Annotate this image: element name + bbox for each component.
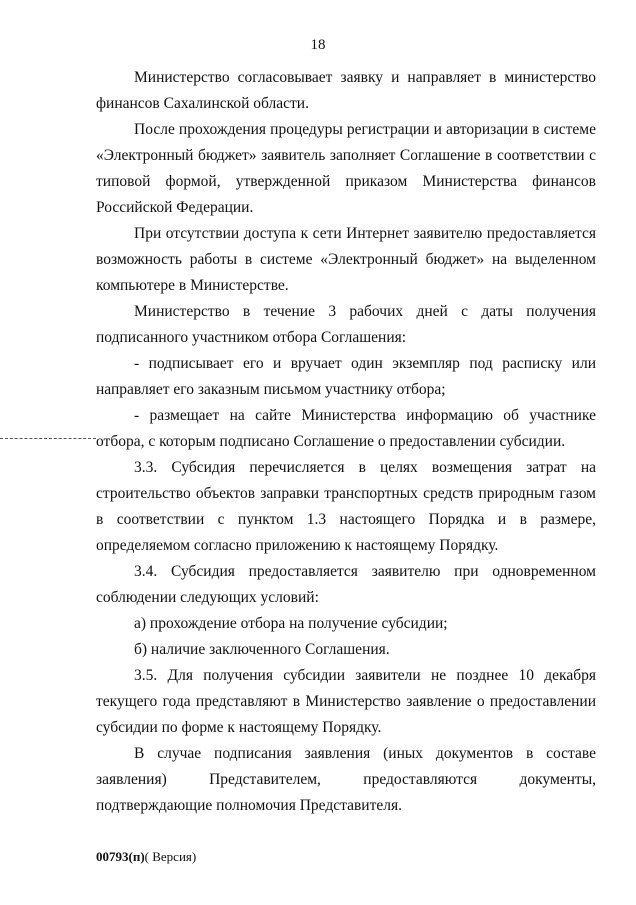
- paragraph-3-3: 3.3. Субсидия перечисляется в целях возмещения затрат на строительство объектов заправки транспортных средств природным газом в соответствии с пунктом 1.3 настоящего Порядка и в размере, определяемом согласно приложению к настоящему Порядку.: [96, 459, 596, 554]
- paragraph-no-internet: При отсутствии доступа к сети Интернет заявителю предоставляется возможность работы в системе «Электронный бюджет» на выделенном компьютере в Министерстве.: [96, 225, 596, 294]
- page-number: 18: [310, 37, 326, 53]
- paragraph-registration: После прохождения процедуры регистрации и авторизации в системе «Электронный бюджет» заявитель заполняет Соглашение в соответствии с типовой формой, утвержденной приказом Министерства финансов Российской Федерации.: [96, 121, 596, 216]
- list-item-b: б) наличие заключенного Соглашения.: [134, 641, 390, 658]
- paragraph-3-5: 3.5. Для получения субсидии заявители не позднее 10 декабря текущего года представляют в Министерство заявление о предоставлении субсидии по форме к настоящему Порядку.: [96, 667, 596, 736]
- paragraph-ministry-approves: Министерство согласовывает заявку и направляет в министерство финансов Сахалинской области.: [96, 69, 596, 112]
- list-item-a: а) прохождение отбора на получение субсидии;: [134, 615, 448, 632]
- document-body: [96, 65, 596, 819]
- paragraph-representative: В случае подписания заявления (иных документов в составе заявления) Представителем, предоставляются документы, подтверждающие полномочия Представителя.: [96, 745, 596, 814]
- list-item-publishes: - размещает на сайте Министерства информацию об участнике отбора, с которым подписано Соглашение о предоставлении субсидии.: [96, 407, 596, 450]
- paragraph-3-4: 3.4. Субсидия предоставляется заявителю при одновременном соблюдении следующих условий:: [96, 563, 596, 606]
- document-code: 00793(п): [96, 849, 145, 864]
- margin-dash-line: [0, 438, 96, 440]
- footer: [96, 849, 196, 865]
- paragraph-ministry-within-3-days: Министерство в течение 3 рабочих дней с даты получения подписанного участником отбора Соглашения:: [96, 303, 596, 346]
- document-version: ( Версия): [144, 849, 197, 864]
- list-item-signs: - подписывает его и вручает один экземпляр под расписку или направляет его заказным письмом участнику отбора;: [96, 355, 596, 398]
